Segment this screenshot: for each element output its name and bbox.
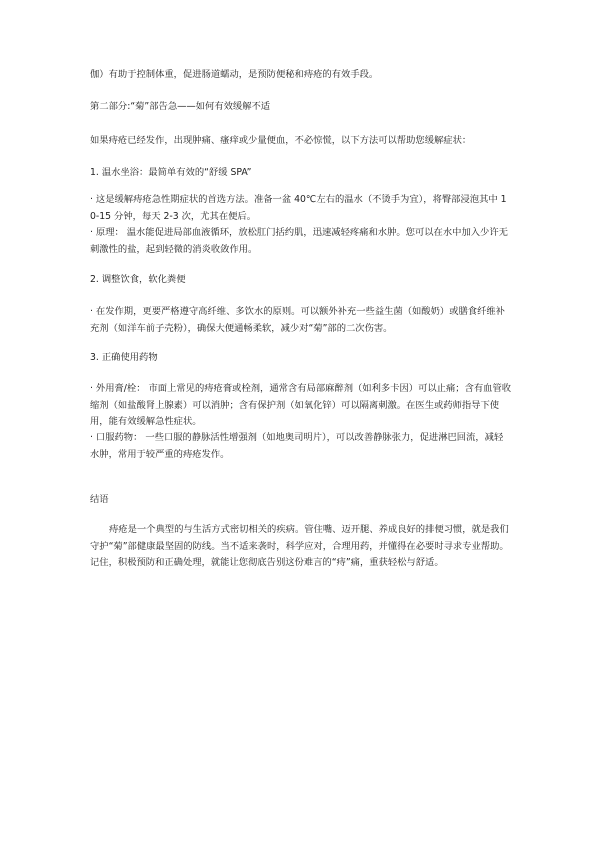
section-1-title: 温水坐浴：最简单有效的“舒缓 SPA” [101,167,252,178]
section-3-item-1: · 外用膏/栓： 市面上常见的痔疮膏或栓剂，通常含有局部麻醉剂（如利多卡因）可以止痛；含有血管收缩剂（如盐酸肾上腺素）可以消肿；含有保护剂（如氧化锌）可以隔离刺激。在医生或药师指导下使用，能有效缓解急性症状。 [90,383,512,427]
section-2-heading [90,272,512,289]
section-1-heading [90,165,512,182]
part-two-intro-paragraph: 如果痔疮已经发作，出现肿痛、瘙痒或少量便血，不必惊慌，以下方法可以帮助您缓解症状： [90,135,472,146]
part-two-heading: 第二部分:“菊”部告急——如何有效缓解不适 [90,101,271,112]
section-1-item-2: · 原理： 温水能促进局部血液循环，放松肛门括约肌，迅速减轻疼痛和水肿。您可以在水中加入少许无刺激性的盐，起到轻微的消炎收敛作用。 [90,227,508,255]
section-3-heading [90,350,512,367]
section-3-number: 3. [90,352,99,363]
section-2-title: 调整饮食，软化粪便 [101,274,186,285]
conclusion-heading: 结语 [90,494,109,505]
conclusion-paragraph: 痔疮是一个典型的与生活方式密切相关的疾病。管住嘴、迈开腿、养成良好的排便习惯，就是我们守护“菊”部健康最坚固的防线。当不适来袭时，科学应对，合理用药，并懂得在必要时寻求专业帮助。记住，积极预防和正确处理，就能让您彻底告别这份难言的“痔”痛，重获轻松与舒适。 [90,524,509,568]
section-3-item-2: · 口服药物： 一些口服的静脉活性增强剂（如地奥司明片），可以改善静脉张力，促进淋巴回流，减轻水肿，常用于较严重的痔疮发作。 [90,432,504,460]
section-2-item-1: · 在发作期，更要严格遵守高纤维、多饮水的原则。可以额外补充一些益生菌（如酸奶）或膳食纤维补充剂（如洋车前子壳粉），确保大便通畅柔软，减少对“菊”部的二次伤害。 [90,306,505,334]
section-2-number: 2. [90,274,99,285]
section-1-number: 1. [90,167,99,178]
section-3-title: 正确使用药物 [101,352,158,363]
intro-tail-paragraph: 伽）有助于控制体重，促进肠道蠕动，是预防便秘和痔疮的有效手段。 [90,69,379,80]
section-1-item-1: · 这是缓解痔疮急性期症状的首选方法。准备一盆 40℃左右的温水（不烫手为宜），将臀部浸泡其中 10-15 分钟，每天 2-3 次，尤其在便后。 [90,194,507,222]
